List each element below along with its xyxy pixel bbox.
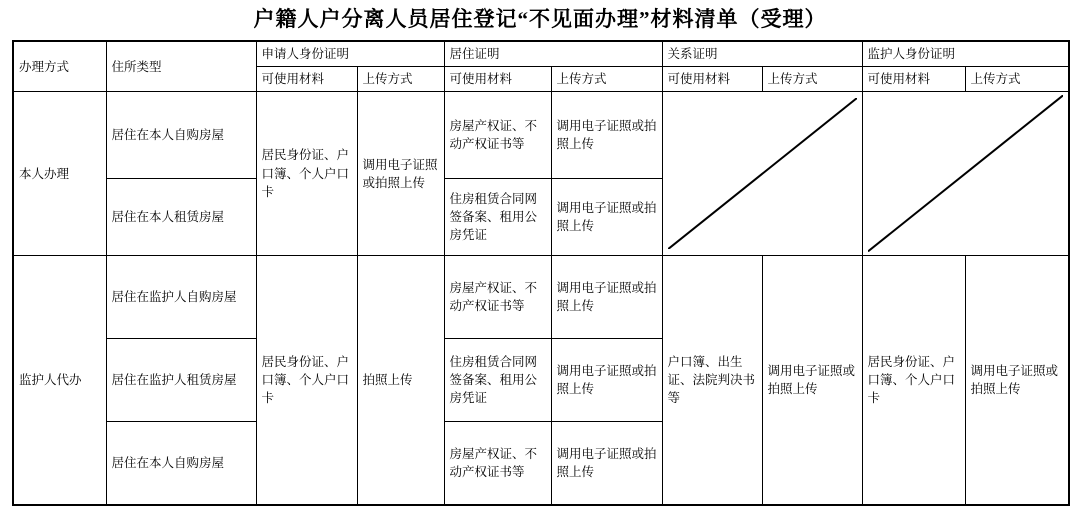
header-guardian-material: 可使用材料 [862, 67, 965, 92]
table-header [13, 41, 1069, 92]
cell-way-self: 本人办理 [13, 92, 106, 255]
cell-residence-material: 房屋产权证、不动产权证书等 [444, 92, 551, 178]
cell-applicant-upload: 调用电子证照或拍照上传 [357, 92, 444, 255]
cell-residence-upload: 调用电子证照或拍照上传 [551, 338, 662, 421]
table-header-row-groups [13, 41, 1069, 67]
diagonal-line-icon [668, 98, 857, 249]
cell-residence-material: 房屋产权证、不动产权证书等 [444, 421, 551, 505]
cell-applicant-upload: 拍照上传 [357, 255, 444, 505]
cell-residence-upload: 调用电子证照或拍照上传 [551, 421, 662, 505]
cell-residence-upload: 调用电子证照或拍照上传 [551, 178, 662, 255]
header-guardian-upload: 上传方式 [965, 67, 1069, 92]
cell-house-type: 居住在本人自购房屋 [106, 421, 256, 505]
table-row [13, 92, 1069, 178]
cell-applicant-material: 居民身份证、户口簿、个人户口卡 [256, 255, 357, 505]
header-applicant-material: 可使用材料 [256, 67, 357, 92]
header-way: 办理方式 [13, 41, 106, 92]
cell-way-guardian: 监护人代办 [13, 255, 106, 505]
page-title: 户籍人户分离人员居住登记“不见面办理”材料清单（受理） [253, 7, 827, 31]
table-body [13, 92, 1069, 505]
cell-residence-material: 住房租赁合同网签备案、租用公房凭证 [444, 178, 551, 255]
cell-residence-upload: 调用电子证照或拍照上传 [551, 255, 662, 338]
header-group-applicant-id: 申请人身份证明 [256, 41, 444, 67]
header-relation-upload: 上传方式 [762, 67, 862, 92]
cell-house-type: 居住在本人自购房屋 [106, 92, 256, 178]
cell-relation-upload: 调用电子证照或拍照上传 [762, 255, 862, 505]
cell-residence-material: 房屋产权证、不动产权证书等 [444, 255, 551, 338]
header-relation-material: 可使用材料 [662, 67, 762, 92]
cell-house-type: 居住在监护人租赁房屋 [106, 338, 256, 421]
header-applicant-upload: 上传方式 [357, 67, 444, 92]
cell-house-type: 居住在监护人自购房屋 [106, 255, 256, 338]
header-group-guardian-id: 监护人身份证明 [862, 41, 1069, 67]
cell-relation-diagonal [662, 92, 862, 255]
diagonal-line-icon [868, 95, 1064, 251]
materials-table [12, 40, 1070, 506]
cell-guardian-upload: 调用电子证照或拍照上传 [965, 255, 1069, 505]
table-row [13, 255, 1069, 338]
cell-guardian-material: 居民身份证、户口簿、个人户口卡 [862, 255, 965, 505]
header-residence-material: 可使用材料 [444, 67, 551, 92]
cell-applicant-material: 居民身份证、户口簿、个人户口卡 [256, 92, 357, 255]
header-group-relation-proof: 关系证明 [662, 41, 862, 67]
cell-guardian-diagonal [862, 92, 1069, 255]
cell-residence-upload: 调用电子证照或拍照上传 [551, 92, 662, 178]
header-group-residence-proof: 居住证明 [444, 41, 662, 67]
header-house-type: 住所类型 [106, 41, 256, 92]
cell-residence-material: 住房租赁合同网签备案、租用公房凭证 [444, 338, 551, 421]
cell-relation-material: 户口簿、出生证、法院判决书等 [662, 255, 762, 505]
header-residence-upload: 上传方式 [551, 67, 662, 92]
cell-house-type: 居住在本人租赁房屋 [106, 178, 256, 255]
